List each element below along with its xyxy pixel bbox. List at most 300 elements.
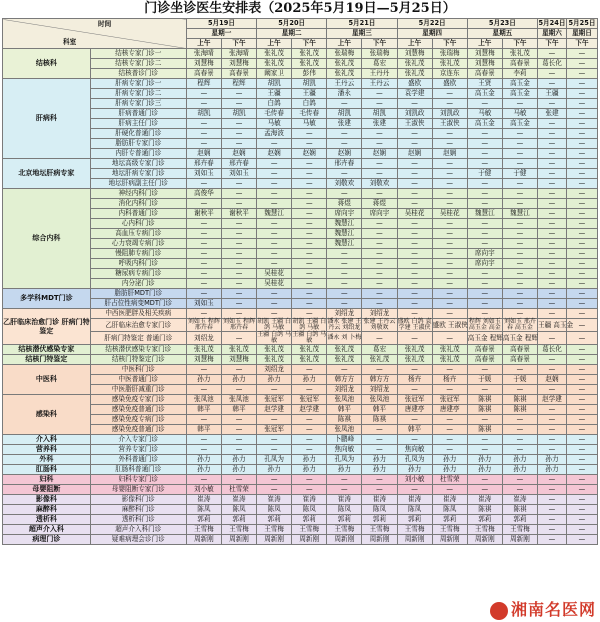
doctor-cell: —	[292, 199, 327, 209]
doctor-cell: —	[538, 49, 567, 59]
doctor-cell: 高俊华	[186, 189, 221, 199]
doctor-cell: —	[538, 139, 567, 149]
table-row	[3, 269, 598, 279]
table-row	[3, 279, 598, 289]
doctor-cell: 杜雪荣	[432, 475, 467, 485]
doctor-cell: 谢秋平	[186, 209, 221, 219]
doctor-cell: 周新刚	[362, 535, 397, 545]
doctor-cell: —	[257, 385, 292, 395]
doctor-cell: —	[362, 475, 397, 485]
doctor-cell: —	[432, 435, 467, 445]
doctor-cell: —	[397, 169, 432, 179]
doctor-cell: 阚家卫	[257, 69, 292, 79]
doctor-cell: 陈祺	[362, 415, 397, 425]
doctor-cell: 王疆	[257, 89, 292, 99]
doctor-cell: —	[362, 229, 397, 239]
doctor-cell: —	[292, 139, 327, 149]
doctor-cell: —	[502, 99, 537, 109]
doctor-cell: 赵娴	[432, 149, 467, 159]
doctor-cell: —	[327, 259, 362, 269]
doctor-cell: 袁学建	[397, 89, 432, 99]
header-date: 5月22日	[397, 19, 467, 29]
doctor-cell: 蒋煜	[362, 199, 397, 209]
doctor-cell: 王雪梅	[397, 525, 432, 535]
doctor-cell: 马敏	[257, 119, 292, 129]
doctor-cell: —	[538, 159, 567, 169]
doctor-cell: 魏慧江	[467, 209, 502, 219]
table-row	[3, 249, 598, 259]
table-row	[3, 49, 598, 59]
doctor-cell: 吴桂花	[432, 209, 467, 219]
doctor-cell: 盛欧	[397, 79, 432, 89]
doctor-cell: —	[292, 259, 327, 269]
clinic-cell: 中西医肥胖及相关疾病	[90, 309, 186, 319]
clinic-cell: 地坛肝病副主任门诊	[90, 179, 186, 189]
doctor-cell: 高玉金	[502, 89, 537, 99]
header-weekday: 星期五	[467, 29, 537, 39]
doctor-cell: 张礼茂	[327, 59, 362, 69]
dept-cell: 结核潜伏感染专家	[3, 345, 91, 355]
doctor-cell: —	[502, 249, 537, 259]
table-row	[3, 485, 598, 495]
doctor-cell: 席向宇	[467, 249, 502, 259]
doctor-cell: —	[467, 139, 502, 149]
doctor-cell: —	[566, 365, 597, 375]
doctor-cell: —	[221, 385, 256, 395]
doctor-cell: —	[257, 289, 292, 299]
doctor-cell: 陈祺	[327, 415, 362, 425]
doctor-cell: —	[186, 475, 221, 485]
doctor-cell: 席向宇	[327, 209, 362, 219]
doctor-cell: 刘如玉 程辉 邢卉春	[187, 318, 220, 331]
table-row	[3, 365, 598, 375]
doctor-cell: 刘慧梅	[186, 355, 221, 365]
doctor-cell: —	[432, 309, 467, 319]
header-pm: 下午	[566, 39, 597, 49]
doctor-cell: —	[538, 189, 567, 199]
doctor-cell: 彭伟	[292, 69, 327, 79]
doctor-cell: —	[467, 435, 502, 445]
doctor-cell: —	[432, 485, 467, 495]
clinic-cell: 高血压专病门诊	[90, 229, 186, 239]
doctor-cell: —	[432, 219, 467, 229]
doctor-cell: 卜鹏峰	[327, 435, 362, 445]
doctor-cell: —	[327, 99, 362, 109]
doctor-cell: —	[467, 289, 502, 299]
dept-cell: 透析科	[3, 515, 91, 525]
doctor-cell: 孙力	[292, 455, 327, 465]
doctor-cell: 高春景	[502, 345, 537, 355]
doctor-cell: —	[432, 99, 467, 109]
table-row	[3, 69, 598, 79]
header-am: 上午	[397, 39, 432, 49]
doctor-cell: 周新刚	[221, 535, 256, 545]
doctor-cell: 陈祺	[467, 425, 502, 435]
clinic-cell: 疑难病理会诊门诊	[90, 535, 186, 545]
doctor-cell: 王丹云	[327, 79, 362, 89]
doctor-cell: —	[257, 159, 292, 169]
clinic-cell: 内肝专普通门诊	[90, 149, 186, 159]
table-row	[3, 59, 598, 69]
doctor-cell: —	[186, 229, 221, 239]
clinic-cell: 超声介入科门诊	[90, 525, 186, 535]
doctor-cell: —	[566, 309, 597, 319]
doctor-cell: —	[538, 149, 567, 159]
clinic-cell: 肝病专家门诊三	[90, 99, 186, 109]
table-row	[3, 319, 598, 332]
doctor-cell: —	[221, 99, 256, 109]
doctor-cell: 张礼茂	[432, 59, 467, 69]
table-row	[3, 345, 598, 355]
doctor-cell: 胡凯	[327, 109, 362, 119]
doctor-cell: 孙力	[221, 375, 256, 385]
doctor-cell: 王疆 白鸽 马敏	[257, 331, 292, 344]
doctor-cell: —	[432, 189, 467, 199]
doctor-cell: 白鸽	[257, 99, 292, 109]
doctor-cell: —	[566, 415, 597, 425]
doctor-cell: 王贤	[467, 79, 502, 89]
doctor-cell: —	[538, 249, 567, 259]
header-pm: 下午	[538, 39, 567, 49]
doctor-cell: —	[538, 269, 567, 279]
doctor-cell: —	[186, 435, 221, 445]
doctor-cell: 毛传春	[257, 109, 292, 119]
doctor-cell: —	[566, 299, 597, 309]
doctor-cell: 于健	[467, 169, 502, 179]
doctor-cell: —	[566, 89, 597, 99]
doctor-cell: —	[186, 219, 221, 229]
doctor-cell: 张礼茂	[257, 345, 292, 355]
doctor-cell: —	[566, 289, 597, 299]
doctor-cell: 崔涛	[257, 495, 292, 505]
clinic-cell: 麻醉科门诊	[90, 505, 186, 515]
header-weekday: 星期三	[327, 29, 397, 39]
doctor-cell: —	[467, 199, 502, 209]
doctor-cell: 赵学建	[538, 395, 567, 405]
doctor-cell: —	[257, 169, 292, 179]
doctor-cell: —	[566, 79, 597, 89]
clinic-cell: 营养专家门诊	[90, 445, 186, 455]
doctor-cell: —	[432, 289, 467, 299]
table-row	[3, 455, 598, 465]
doctor-cell: —	[538, 405, 567, 415]
clinic-cell: 消化内科门诊	[90, 199, 186, 209]
doctor-cell: —	[566, 345, 597, 355]
doctor-cell: 高春景	[467, 345, 502, 355]
header-date: 5月21日	[327, 19, 397, 29]
clinic-cell: 结核专家门诊一	[90, 49, 186, 59]
doctor-cell: —	[362, 189, 397, 199]
doctor-cell: —	[432, 159, 467, 169]
doctor-cell: —	[432, 229, 467, 239]
doctor-cell: —	[502, 259, 537, 269]
doctor-cell: 吴桂花	[257, 279, 292, 289]
doctor-cell: —	[566, 475, 597, 485]
doctor-cell: 张建	[362, 119, 397, 129]
doctor-cell: 张凤池	[186, 395, 221, 405]
doctor-cell: 张礼茂	[397, 59, 432, 69]
doctor-cell: 王雪梅	[362, 525, 397, 535]
dept-cell: 北京地坛肝病专家	[3, 159, 91, 189]
doctor-cell: —	[502, 149, 537, 159]
doctor-cell: —	[362, 169, 397, 179]
doctor-cell: —	[538, 365, 567, 375]
doctor-cell: —	[221, 219, 256, 229]
doctor-cell: 马敏	[292, 119, 327, 129]
doctor-cell: 杨卉	[397, 375, 432, 385]
doctor-cell: —	[432, 385, 467, 395]
doctor-cell: 张礼茂	[292, 345, 327, 355]
doctor-cell: —	[566, 319, 597, 332]
dept-cell: 乙肝临床治愈门诊 肝病门特鉴定	[3, 309, 91, 345]
doctor-cell: 崔涛	[221, 495, 256, 505]
doctor-cell: 张瑞梅	[432, 49, 467, 59]
doctor-cell: —	[538, 239, 567, 249]
doctor-cell: —	[397, 189, 432, 199]
doctor-cell: 程辉 刘如玉 高玉金 高金	[468, 318, 501, 331]
doctor-cell: 张礼茂	[221, 345, 256, 355]
doctor-cell: —	[566, 249, 597, 259]
doctor-cell: 王雪梅	[292, 525, 327, 535]
doctor-cell: 张礼茂	[397, 345, 432, 355]
doctor-cell: 张礼茂	[292, 49, 327, 59]
doctor-cell: —	[467, 159, 502, 169]
doctor-cell: —	[432, 179, 467, 189]
header-date: 5月24日	[538, 19, 566, 28]
doctor-cell: 张冠军	[397, 395, 432, 405]
doctor-cell: —	[221, 129, 256, 139]
doctor-cell: 孙力	[432, 455, 467, 465]
doctor-cell: 王雪梅	[221, 525, 256, 535]
doctor-cell: 孙力	[397, 465, 432, 475]
doctor-cell: 陈祺	[467, 405, 502, 415]
doctor-cell: 郭莉	[467, 515, 502, 525]
doctor-cell: —	[186, 129, 221, 139]
doctor-cell: 刘如玉	[221, 169, 256, 179]
doctor-cell: 张礼茂	[327, 69, 362, 79]
doctor-cell: —	[362, 129, 397, 139]
table-row	[3, 179, 598, 189]
clinic-cell: 肝病门特鉴定 普通门诊	[90, 332, 186, 345]
doctor-cell: 于媛	[467, 375, 502, 385]
doctor-cell: 郭莉	[221, 515, 256, 525]
doctor-cell: —	[566, 535, 597, 545]
header-weekday: 星期六	[538, 29, 567, 39]
doctor-cell: 刘绍龙	[257, 365, 292, 375]
doctor-cell: —	[221, 259, 256, 269]
doctor-cell: —	[397, 179, 432, 189]
doctor-cell: 张冠军	[292, 395, 327, 405]
doctor-cell: 周新刚	[292, 535, 327, 545]
clinic-cell: 呼吸内科门诊	[90, 259, 186, 269]
doctor-cell: 高玉金 程辉	[467, 332, 502, 345]
doctor-cell: —	[327, 475, 362, 485]
table-row	[3, 385, 598, 395]
doctor-cell: 白鸽	[292, 99, 327, 109]
header-date: 5月19日	[186, 19, 256, 29]
doctor-cell: 唐建亭	[397, 405, 432, 415]
dept-cell: 介入科	[3, 435, 91, 445]
doctor-cell: —	[538, 119, 567, 129]
doctor-cell: 毛传春	[292, 109, 327, 119]
doctor-cell: 孔凤为	[257, 455, 292, 465]
doctor-cell: 魏慧江	[502, 209, 537, 219]
doctor-cell: 于健	[502, 169, 537, 179]
doctor-cell: 张冠军	[432, 395, 467, 405]
table-row	[3, 395, 598, 405]
doctor-cell: —	[362, 299, 397, 309]
doctor-cell: 王淑侠	[432, 119, 467, 129]
doctor-cell: —	[327, 269, 362, 279]
doctor-cell: 张礼茂	[397, 355, 432, 365]
doctor-cell: —	[221, 89, 256, 99]
doctor-cell: —	[397, 129, 432, 139]
doctor-cell: 陈祺	[467, 395, 502, 405]
doctor-cell: 唐建亭	[432, 405, 467, 415]
doctor-cell: 刘绍龙	[327, 385, 362, 395]
doctor-cell: —	[186, 415, 221, 425]
doctor-cell: —	[566, 109, 597, 119]
doctor-cell: 刘如玉 邢卉春 高玉金	[503, 318, 536, 331]
doctor-cell: —	[186, 259, 221, 269]
doctor-cell: 刘如玉	[186, 169, 221, 179]
clinic-cell: 肝占位性病变MDT门诊	[90, 299, 186, 309]
doctor-cell: —	[327, 365, 362, 375]
doctor-cell: —	[257, 415, 292, 425]
doctor-cell: 郭莉	[327, 515, 362, 525]
doctor-cell: —	[538, 485, 567, 495]
table-row	[3, 189, 598, 199]
clinic-cell: 感染免疫专病门诊	[90, 415, 186, 425]
table-row	[3, 169, 598, 179]
doctor-cell: 郭莉	[292, 515, 327, 525]
header-am: 上午	[257, 39, 292, 49]
doctor-cell: 高玉金	[467, 119, 502, 129]
doctor-cell: —	[502, 179, 537, 189]
doctor-cell: —	[292, 249, 327, 259]
doctor-cell: —	[467, 129, 502, 139]
doctor-cell: —	[502, 445, 537, 455]
clinic-cell: 内分泌门诊	[90, 279, 186, 289]
clinic-cell: 感染免疫专家门诊	[90, 395, 186, 405]
table-row	[3, 505, 598, 515]
doctor-cell: —	[432, 415, 467, 425]
dept-cell: 营养科	[3, 445, 91, 455]
doctor-cell: —	[221, 309, 256, 319]
clinic-cell: 母婴阻断专家门诊	[90, 485, 186, 495]
doctor-cell: —	[538, 515, 567, 525]
doctor-cell: 赵娴	[362, 149, 397, 159]
table-row	[3, 129, 598, 139]
doctor-cell: —	[257, 299, 292, 309]
header-am: 上午	[327, 39, 362, 49]
doctor-cell: 张礼茂	[327, 355, 362, 365]
doctor-cell: —	[292, 485, 327, 495]
doctor-cell: 王疆	[538, 89, 567, 99]
doctor-cell: 张冠军	[257, 395, 292, 405]
doctor-cell: —	[221, 299, 256, 309]
doctor-cell: —	[566, 69, 597, 79]
doctor-cell: —	[397, 299, 432, 309]
doctor-cell: —	[257, 445, 292, 455]
doctor-cell: —	[292, 239, 327, 249]
doctor-cell: 刘慧梅	[397, 49, 432, 59]
doctor-cell: —	[397, 229, 432, 239]
doctor-cell: 郭莉	[432, 515, 467, 525]
table-row	[3, 535, 598, 545]
doctor-cell: 孙力	[538, 455, 567, 465]
doctor-cell: —	[327, 139, 362, 149]
doctor-cell: 陈凤	[292, 505, 327, 515]
doctor-cell: 王疆 高玉金	[538, 319, 567, 332]
header-date: 5月20日	[257, 19, 327, 29]
doctor-cell: —	[538, 445, 567, 455]
doctor-cell: 张瑞梅	[362, 49, 397, 59]
doctor-cell: —	[566, 49, 597, 59]
doctor-cell: —	[186, 385, 221, 395]
table-row	[3, 209, 598, 219]
doctor-cell: —	[186, 119, 221, 129]
doctor-cell: —	[221, 239, 256, 249]
doctor-cell: —	[467, 415, 502, 425]
doctor-cell: 程辉	[221, 79, 256, 89]
doctor-cell: —	[538, 495, 567, 505]
table-row	[3, 149, 598, 159]
doctor-cell: 王雪梅	[432, 525, 467, 535]
doctor-cell: 郭莉	[502, 515, 537, 525]
doctor-cell: —	[566, 139, 597, 149]
doctor-cell: —	[257, 249, 292, 259]
clinic-cell: 肝病普通门诊	[90, 109, 186, 119]
doctor-cell: 刘慧梅	[186, 59, 221, 69]
doctor-cell: —	[502, 159, 537, 169]
doctor-cell: —	[566, 179, 597, 189]
doctor-cell: 潘永 刘 卜梅	[327, 332, 362, 345]
doctor-cell: 葛宏	[362, 59, 397, 69]
doctor-cell: 周新刚	[257, 535, 292, 545]
doctor-cell: 陈祺	[502, 405, 537, 415]
doctor-cell: —	[502, 289, 537, 299]
doctor-cell: 刘慧梅	[467, 49, 502, 59]
doctor-cell: —	[397, 415, 432, 425]
doctor-cell: 赵娴	[397, 149, 432, 159]
doctor-cell: 于媛	[502, 375, 537, 385]
table-row	[3, 309, 598, 319]
doctor-cell: 张建	[327, 119, 362, 129]
doctor-cell: 刘小敏	[186, 485, 221, 495]
header-weekday: 星期二	[257, 29, 327, 39]
doctor-cell: —	[257, 435, 292, 445]
doctor-cell: 王丹丹	[362, 69, 397, 79]
doctor-cell: —	[327, 169, 362, 179]
doctor-cell: —	[538, 259, 567, 269]
doctor-cell: —	[221, 425, 256, 435]
doctor-cell: 刘凯政	[397, 109, 432, 119]
doctor-cell: —	[292, 365, 327, 375]
doctor-cell: —	[566, 405, 597, 415]
doctor-cell: —	[292, 209, 327, 219]
doctor-cell: —	[502, 239, 537, 249]
doctor-cell: 张瑞梅	[327, 49, 362, 59]
dept-cell: 多学科MDT门诊	[3, 289, 91, 309]
doctor-cell: —	[432, 365, 467, 375]
table-row	[3, 332, 598, 345]
doctor-cell: —	[221, 189, 256, 199]
doctor-cell: 韩方方	[327, 375, 362, 385]
doctor-cell: —	[292, 279, 327, 289]
doctor-cell: 陈凤	[397, 505, 432, 515]
doctor-cell: —	[327, 485, 362, 495]
